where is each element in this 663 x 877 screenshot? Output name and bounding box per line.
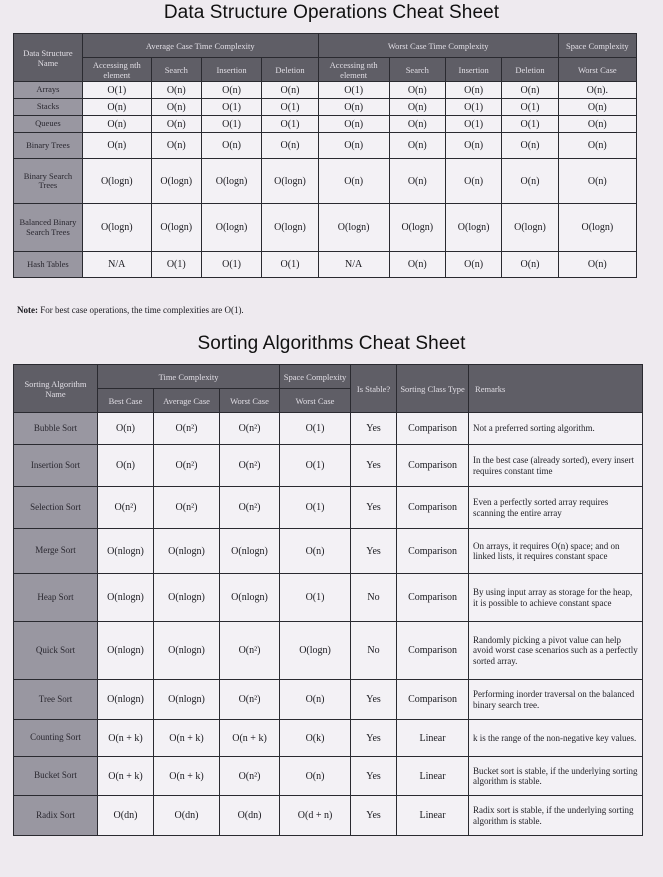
ds-cell: O(n): [389, 252, 445, 278]
sort-row-name: Heap Sort: [14, 574, 98, 622]
sort-row-name: Quick Sort: [14, 622, 98, 680]
sort-cell-remarks: k is the range of the non-negative key values.: [469, 720, 643, 757]
sort-cell-stable: Yes: [351, 487, 397, 529]
ds-cell: O(logn): [389, 204, 445, 252]
sort-cell-space: O(d + n): [280, 796, 351, 836]
sort-cell-best: O(n): [98, 445, 154, 487]
sort-cell-avg: O(nlogn): [154, 680, 220, 720]
sort-cell-avg: O(n + k): [154, 720, 220, 757]
sort-cell-worst: O(n²): [220, 413, 280, 445]
ds-cell: O(n): [389, 99, 445, 116]
sort-row-name: Selection Sort: [14, 487, 98, 529]
ds-row: [14, 252, 637, 278]
sort-row: [14, 720, 643, 757]
sort-cell-cls: Comparison: [397, 445, 469, 487]
sort-cell-stable: Yes: [351, 720, 397, 757]
sort-cell-cls: Linear: [397, 757, 469, 796]
ds-title: Data Structure Operations Cheat Sheet: [163, 2, 500, 23]
ds-cell: O(logn): [82, 204, 151, 252]
sort-cell-remarks: In the best case (already sorted), every insert requires constant time: [469, 445, 643, 487]
ds-cell: O(n): [389, 82, 445, 99]
ds-row-name: Queues: [14, 116, 83, 133]
ds-cell: O(logn): [151, 204, 201, 252]
ds-cell: O(logn): [82, 159, 151, 204]
ds-cell: O(1): [82, 82, 151, 99]
sort-cell-remarks: Bucket sort is stable, if the underlying sorting algorithm is stable.: [469, 757, 643, 796]
sort-row: [14, 757, 643, 796]
sort-row: [14, 622, 643, 680]
ds-cell: O(1): [262, 116, 318, 133]
sort-col-average: Average Case: [154, 389, 220, 413]
ds-col-worst-insertion: Insertion: [445, 58, 501, 82]
ds-cell: O(logn): [318, 204, 389, 252]
sort-cell-worst: O(n + k): [220, 720, 280, 757]
ds-col-worst-deletion: Deletion: [502, 58, 558, 82]
sort-cell-stable: Yes: [351, 529, 397, 574]
sort-cell-remarks: On arrays, it requires O(n) space; and on linked lists, it requires constant space: [469, 529, 643, 574]
sort-col-remarks: Remarks: [469, 365, 643, 413]
ds-row: [14, 159, 637, 204]
ds-note: [17, 305, 244, 315]
sort-col-space: Space Complexity: [280, 365, 351, 389]
sort-row: [14, 413, 643, 445]
ds-col-avg-search: Search: [151, 58, 201, 82]
ds-cell: O(logn): [151, 159, 201, 204]
ds-cell: O(1): [262, 99, 318, 116]
sort-cell-cls: Comparison: [397, 680, 469, 720]
sort-cell-worst: O(dn): [220, 796, 280, 836]
sort-row-name: Radix Sort: [14, 796, 98, 836]
ds-row: [14, 99, 637, 116]
sort-cell-worst: O(nlogn): [220, 574, 280, 622]
sort-cell-best: O(nlogn): [98, 680, 154, 720]
ds-col-name: Data Structure Name: [14, 34, 83, 82]
sort-cell-best: O(n²): [98, 487, 154, 529]
sort-cell-stable: Yes: [351, 796, 397, 836]
sorting-algorithms-table: [13, 364, 643, 836]
sort-cell-cls: Linear: [397, 796, 469, 836]
sort-row: [14, 680, 643, 720]
ds-row: [14, 116, 637, 133]
ds-cell: O(logn): [502, 204, 558, 252]
sort-cell-space: O(k): [280, 720, 351, 757]
sort-col-worst: Worst Case: [220, 389, 280, 413]
sort-cell-best: O(dn): [98, 796, 154, 836]
ds-cell: O(n): [318, 159, 389, 204]
ds-row-name: Binary Trees: [14, 133, 83, 159]
sort-cell-avg: O(dn): [154, 796, 220, 836]
sort-col-best: Best Case: [98, 389, 154, 413]
sort-cell-stable: Yes: [351, 413, 397, 445]
ds-cell: O(n): [151, 82, 201, 99]
ds-cell: O(n): [262, 133, 318, 159]
ds-row-name: Stacks: [14, 99, 83, 116]
ds-row-name: Hash Tables: [14, 252, 83, 278]
ds-col-space-worst: Worst Case: [558, 58, 636, 82]
ds-cell: N/A: [318, 252, 389, 278]
sort-col-space-worst: Worst Case: [280, 389, 351, 413]
ds-cell: O(1): [445, 99, 501, 116]
sort-title: Sorting Algorithms Cheat Sheet: [197, 333, 466, 354]
ds-cell: O(n): [82, 99, 151, 116]
ds-row: [14, 133, 637, 159]
ds-cell: O(1): [502, 99, 558, 116]
ds-col-worst-search: Search: [389, 58, 445, 82]
ds-cell: O(logn): [262, 204, 318, 252]
ds-cell: O(n): [389, 116, 445, 133]
sort-row-name: Merge Sort: [14, 529, 98, 574]
ds-col-worst-access: Accessing nth element: [318, 58, 389, 82]
sort-cell-cls: Comparison: [397, 413, 469, 445]
ds-cell: O(1): [201, 252, 262, 278]
ds-cell: O(n): [262, 82, 318, 99]
ds-cell: O(n): [389, 133, 445, 159]
ds-cell: O(n): [318, 99, 389, 116]
ds-cell: O(n): [502, 159, 558, 204]
ds-cell: O(n): [82, 133, 151, 159]
sort-cell-worst: O(nlogn): [220, 529, 280, 574]
ds-cell: O(n): [445, 82, 501, 99]
ds-cell: O(n): [558, 252, 636, 278]
sort-cell-stable: Yes: [351, 680, 397, 720]
ds-cell: O(logn): [558, 204, 636, 252]
ds-cell: O(n): [558, 159, 636, 204]
sort-cell-space: O(logn): [280, 622, 351, 680]
ds-cell: O(logn): [201, 204, 262, 252]
ds-cell: O(n): [558, 133, 636, 159]
sort-cell-best: O(n): [98, 413, 154, 445]
sort-cell-best: O(nlogn): [98, 574, 154, 622]
ds-cell: O(1): [318, 82, 389, 99]
sort-cell-avg: O(nlogn): [154, 622, 220, 680]
sort-col-name: Sorting Algorithm Name: [14, 365, 98, 413]
sort-cell-remarks: Performing inorder traversal on the balanced binary search tree.: [469, 680, 643, 720]
ds-cell: O(1): [201, 99, 262, 116]
sort-cell-worst: O(n²): [220, 445, 280, 487]
sort-cell-stable: Yes: [351, 757, 397, 796]
sort-row: [14, 487, 643, 529]
ds-row: [14, 82, 637, 99]
ds-note-label: Note:: [17, 305, 38, 315]
ds-row-name: Balanced Binary Search Trees: [14, 204, 83, 252]
sort-cell-stable: Yes: [351, 445, 397, 487]
ds-col-space: Space Complexity: [558, 34, 636, 58]
sort-cell-worst: O(n²): [220, 487, 280, 529]
sort-cell-remarks: Radix sort is stable, if the underlying sorting algorithm is stable.: [469, 796, 643, 836]
ds-cell: O(n): [445, 159, 501, 204]
sort-cell-remarks: By using input array as storage for the heap, it is possible to achieve constant space: [469, 574, 643, 622]
sort-cell-avg: O(nlogn): [154, 529, 220, 574]
ds-cell: O(n): [445, 252, 501, 278]
sort-cell-cls: Comparison: [397, 529, 469, 574]
sort-cell-worst: O(n²): [220, 757, 280, 796]
sort-cell-stable: No: [351, 574, 397, 622]
ds-operations-table: [13, 33, 637, 278]
sort-cell-space: O(1): [280, 487, 351, 529]
ds-cell: O(1): [262, 252, 318, 278]
sort-cell-best: O(nlogn): [98, 529, 154, 574]
ds-cell: O(logn): [445, 204, 501, 252]
ds-cell: O(1): [201, 116, 262, 133]
sort-cell-avg: O(n²): [154, 413, 220, 445]
sort-cell-space: O(n): [280, 529, 351, 574]
ds-row-name: Binary Search Trees: [14, 159, 83, 204]
ds-col-avg-access: Accessing nth element: [82, 58, 151, 82]
ds-cell: O(n): [318, 116, 389, 133]
sort-cell-cls: Comparison: [397, 574, 469, 622]
sort-row: [14, 574, 643, 622]
sort-cell-best: O(nlogn): [98, 622, 154, 680]
ds-cell: O(n): [558, 116, 636, 133]
ds-row-name: Arrays: [14, 82, 83, 99]
ds-cell: O(n): [502, 252, 558, 278]
sort-cell-avg: O(nlogn): [154, 574, 220, 622]
sort-cell-best: O(n + k): [98, 720, 154, 757]
sort-col-stable: Is Stable?: [351, 365, 397, 413]
ds-cell: O(n): [445, 133, 501, 159]
ds-cell: O(logn): [262, 159, 318, 204]
ds-cell: O(n).: [558, 82, 636, 99]
sort-col-time: Time Complexity: [98, 365, 280, 389]
sort-cell-worst: O(n²): [220, 680, 280, 720]
sort-cell-space: O(1): [280, 413, 351, 445]
ds-cell: O(1): [151, 252, 201, 278]
sort-cell-best: O(n + k): [98, 757, 154, 796]
sort-row-name: Bucket Sort: [14, 757, 98, 796]
ds-col-average: Average Case Time Complexity: [82, 34, 318, 58]
sort-row-name: Bubble Sort: [14, 413, 98, 445]
sort-cell-cls: Comparison: [397, 487, 469, 529]
ds-col-avg-insertion: Insertion: [201, 58, 262, 82]
ds-cell: O(n): [201, 82, 262, 99]
sort-cell-remarks: Randomly picking a pivot value can help avoid worst case scenarios such as a perfectly sorted array.: [469, 622, 643, 680]
sort-cell-stable: No: [351, 622, 397, 680]
ds-cell: O(n): [558, 99, 636, 116]
sort-col-class: Sorting Class Type: [397, 365, 469, 413]
ds-row: [14, 204, 637, 252]
sort-cell-remarks: Not a preferred sorting algorithm.: [469, 413, 643, 445]
sort-cell-cls: Comparison: [397, 622, 469, 680]
ds-cell: O(n): [151, 133, 201, 159]
ds-cell: O(n): [151, 99, 201, 116]
ds-cell: O(n): [318, 133, 389, 159]
ds-col-worst: Worst Case Time Complexity: [318, 34, 558, 58]
ds-cell: O(n): [389, 159, 445, 204]
ds-cell: O(n): [502, 133, 558, 159]
sort-row-name: Counting Sort: [14, 720, 98, 757]
ds-cell: O(1): [445, 116, 501, 133]
ds-cell: O(logn): [201, 159, 262, 204]
sort-cell-remarks: Even a perfectly sorted array requires scanning the entire array: [469, 487, 643, 529]
sort-cell-space: O(n): [280, 757, 351, 796]
ds-note-text: For best case operations, the time complexities are O(1).: [40, 305, 244, 315]
sort-row-name: Insertion Sort: [14, 445, 98, 487]
ds-col-avg-deletion: Deletion: [262, 58, 318, 82]
sort-row: [14, 529, 643, 574]
sort-cell-avg: O(n²): [154, 445, 220, 487]
sort-cell-worst: O(n²): [220, 622, 280, 680]
ds-cell: N/A: [82, 252, 151, 278]
sort-cell-avg: O(n²): [154, 487, 220, 529]
sort-row: [14, 796, 643, 836]
ds-cell: O(1): [502, 116, 558, 133]
sort-cell-avg: O(n + k): [154, 757, 220, 796]
sort-cell-space: O(1): [280, 574, 351, 622]
sort-row-name: Tree Sort: [14, 680, 98, 720]
ds-cell: O(n): [151, 116, 201, 133]
sort-cell-space: O(1): [280, 445, 351, 487]
sort-cell-cls: Linear: [397, 720, 469, 757]
ds-cell: O(n): [201, 133, 262, 159]
ds-cell: O(n): [82, 116, 151, 133]
ds-cell: O(n): [502, 82, 558, 99]
sort-cell-space: O(n): [280, 680, 351, 720]
sort-row: [14, 445, 643, 487]
